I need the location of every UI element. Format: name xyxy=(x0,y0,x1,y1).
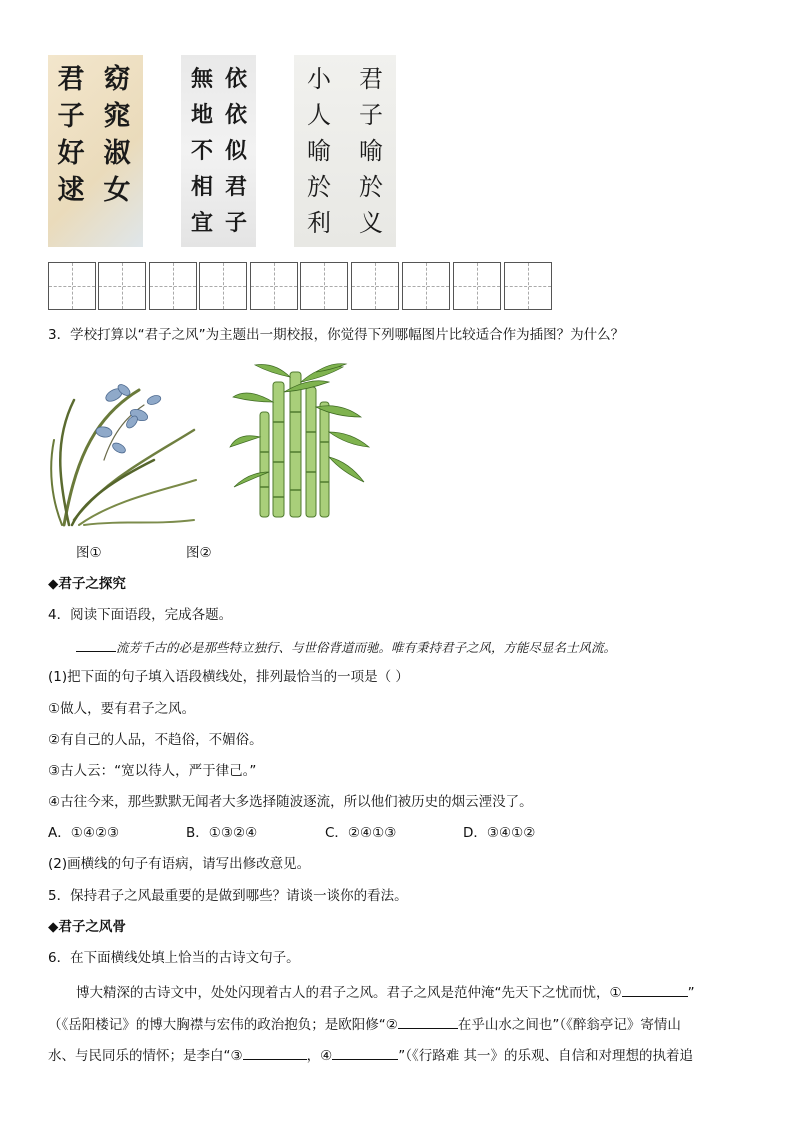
sentence-3: ③古人云：“宽以待人，严于律己。” xyxy=(48,763,257,779)
sentence-1: ①做人，要有君子之风。 xyxy=(48,701,196,717)
question-4-intro: 4．阅读下面语段，完成各题。 xyxy=(48,607,233,623)
answer-blank[interactable] xyxy=(332,1045,398,1060)
option-a[interactable]: A．①④②③ xyxy=(48,825,120,841)
grid-cell[interactable] xyxy=(453,262,501,310)
calligraphy-column: 君 子 喻 於 义 xyxy=(359,65,383,237)
figure-2-label: 图② xyxy=(186,545,212,561)
calligraphy-column: 小 人 喻 於 利 xyxy=(307,65,331,237)
question-4-sub1: (1)把下面的句子填入语段横线处，排列最恰当的一项是（ ） xyxy=(48,669,409,685)
answer-blank[interactable] xyxy=(622,982,688,997)
grid-cell[interactable] xyxy=(149,262,197,310)
grid-cell[interactable] xyxy=(300,262,348,310)
option-c[interactable]: C．②④①③ xyxy=(325,825,397,841)
calligraphy-column: 窈 窕 淑 女 xyxy=(103,64,131,206)
answer-blank[interactable] xyxy=(243,1045,307,1060)
section-heading-exploration: ◆君子之探究 xyxy=(48,576,126,592)
section-heading-character: ◆君子之风骨 xyxy=(48,919,126,935)
question-6-intro: 6．在下面横线处填上恰当的古诗文句子。 xyxy=(48,950,300,966)
grid-cell[interactable] xyxy=(351,262,399,310)
question-6-line-1: 博大精深的古诗文中，处处闪现着古人的君子之风。君子之风是范仲淹“先天下之忧而忧，① ” xyxy=(76,982,695,1002)
calligraphy-image-1 xyxy=(48,55,143,247)
calligraphy-image-3 xyxy=(294,55,396,247)
calligraphy-column: 君 子 好 逑 xyxy=(57,64,85,206)
question-5-text: 5．保持君子之风最重要的是做到哪些？请谈一谈你的看法。 xyxy=(48,888,408,904)
calligraphy-image-2 xyxy=(181,55,256,247)
grid-cell[interactable] xyxy=(250,262,298,310)
question-4-sub2: (2)画横线的句子有语病，请写出修改意见。 xyxy=(48,856,311,872)
grid-cell[interactable] xyxy=(504,262,552,310)
answer-blank[interactable] xyxy=(398,1014,458,1029)
question-4-passage: 流芳千古的必是那些特立独行、与世俗背道而驰。唯有秉持君子之风，方能尽显名士风流。 xyxy=(76,637,616,657)
sentence-2: ②有自己的人品，不趋俗，不媚俗。 xyxy=(48,732,263,748)
question-6-line-3: 水、与民同乐的情怀；是李白“③ ，④ ”（《行路难 其一》的乐观、自信和对理想的执着追 xyxy=(48,1045,693,1065)
option-b[interactable]: B．①③②④ xyxy=(186,825,258,841)
calligraphy-column: 依 依 似 君 子 xyxy=(224,66,247,236)
grid-cell[interactable] xyxy=(402,262,450,310)
grid-cell[interactable] xyxy=(48,262,96,310)
grid-cell[interactable] xyxy=(98,262,146,310)
figure-1-label: 图① xyxy=(76,545,102,561)
question-6-line-2: （《岳阳楼记》的博大胸襟与宏伟的政治抱负；是欧阳修“② 在乎山水之间也”（《醉翁亭记》寄情山 xyxy=(48,1014,681,1034)
grid-cell[interactable] xyxy=(199,262,247,310)
sentence-4: ④古往今来，那些默默无闻者大多选择随波逐流，所以他们被历史的烟云湮没了。 xyxy=(48,794,533,810)
answer-blank[interactable] xyxy=(76,637,116,652)
bamboo-illustration xyxy=(228,362,378,522)
orchid-illustration xyxy=(44,360,200,530)
calligraphy-column: 無 地 不 相 宜 xyxy=(190,66,213,236)
question-3-text: 3．学校打算以“君子之风”为主题出一期校报，你觉得下列哪幅图片比较适合作为插图？为什么？ xyxy=(48,327,625,343)
option-d[interactable]: D．③④①② xyxy=(463,825,536,841)
